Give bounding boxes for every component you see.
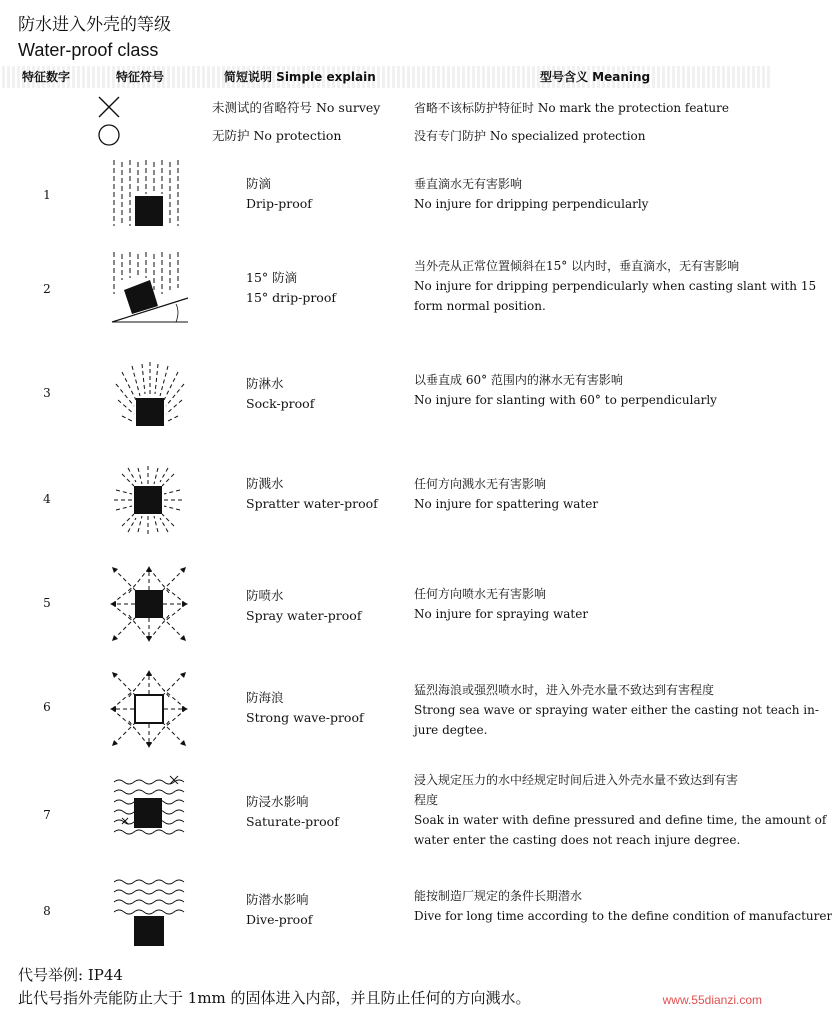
header-feature-symbol: 特征符号 — [116, 70, 165, 84]
feature-number: 3 — [43, 386, 51, 400]
feature-number: 2 — [43, 282, 51, 296]
meaning-text: 垂直滴水无有害影响 No injure for dripping perpendicularly — [414, 177, 649, 211]
explain-text: 防滴 Drip-proof — [246, 176, 312, 211]
meaning-text: 浸入规定压力的水中经规定时间后进入外壳水量不致达到有害 程度 Soak in water with define pressured and define time, the amount of water enter the casting does not reach injure degree. — [414, 773, 827, 847]
feature-number: 1 — [43, 188, 51, 202]
meaning-text: 任何方向溅水无有害影响 No injure for spattering water — [414, 477, 599, 511]
drip-15-icon — [110, 250, 190, 324]
explain-text: 无防护 No protection — [212, 128, 342, 143]
explain-text: 防淋水 Sock-proof — [246, 376, 315, 411]
spray-icon — [108, 564, 190, 644]
wave-icon — [108, 668, 190, 750]
meaning-text: 以垂直成 60° 范围内的淋水无有害影响 No injure for slanting with 60° to perpendicularly — [414, 373, 717, 407]
header-meaning: 型号含义 Meaning — [540, 70, 651, 84]
code-example: 代号举例: IP44 — [18, 966, 123, 984]
feature-number: 8 — [43, 904, 51, 918]
sock-proof-icon — [112, 360, 188, 430]
meaning-text: 任何方向喷水无有害影响 No injure for spraying water — [414, 587, 589, 621]
explain-text: 防海浪 Strong wave-proof — [246, 690, 364, 725]
splash-icon — [112, 464, 184, 536]
meaning-text: 当外壳从正常位置倾斜在15° 以内时，垂直滴水，无有害影响 No injure for dripping perpendicularly when casting slant with 15 form normal position. — [414, 259, 817, 313]
code-description: 此代号指外壳能防止大于 1mm 的固体进入内部，并且防止任何的方向溅水。 — [18, 989, 531, 1007]
header-feature-number: 特征数字 — [22, 70, 71, 84]
dive-icon — [112, 876, 188, 948]
page-title-cn: 防水进入外壳的等级 — [18, 15, 171, 35]
explain-text: 未测试的省略符号 No survey — [212, 100, 381, 115]
header-simple-explain: 简短说明 Simple explain — [224, 70, 376, 84]
watermark: www.55dianzi.com — [662, 993, 762, 1007]
meaning-text: 猛烈海浪或强烈喷水时，进入外壳水量不致达到有害程度 Strong sea wave or spraying water either the casting not teach in- jure degtee. — [414, 683, 819, 737]
explain-text: 防溅水 Spratter water-proof — [246, 476, 378, 511]
feature-number: 4 — [43, 492, 51, 506]
saturate-icon — [112, 774, 188, 838]
circle-icon — [96, 122, 126, 148]
meaning-text: 没有专门防护 No specialized protection — [414, 129, 646, 143]
explain-text: 15° 防滴 15° drip-proof — [246, 270, 336, 305]
feature-number: 5 — [43, 596, 51, 610]
feature-number: 7 — [43, 808, 51, 822]
meaning-text: 能按制造厂规定的条件长期潜水 Dive for long time according to the define condition of manufacturer — [414, 889, 832, 923]
explain-text: 防浸水影响 Saturate-proof — [246, 794, 339, 829]
explain-text: 防潜水影响 Dive-proof — [246, 892, 313, 927]
drip-proof-icon — [110, 158, 186, 232]
cross-icon — [96, 94, 126, 120]
explain-text: 防喷水 Spray water-proof — [246, 588, 362, 623]
page-title-en: Water-proof class — [18, 40, 159, 60]
feature-number: 6 — [43, 700, 51, 714]
meaning-text: 省略不该标防护特征时 No mark the protection feature — [414, 101, 729, 115]
